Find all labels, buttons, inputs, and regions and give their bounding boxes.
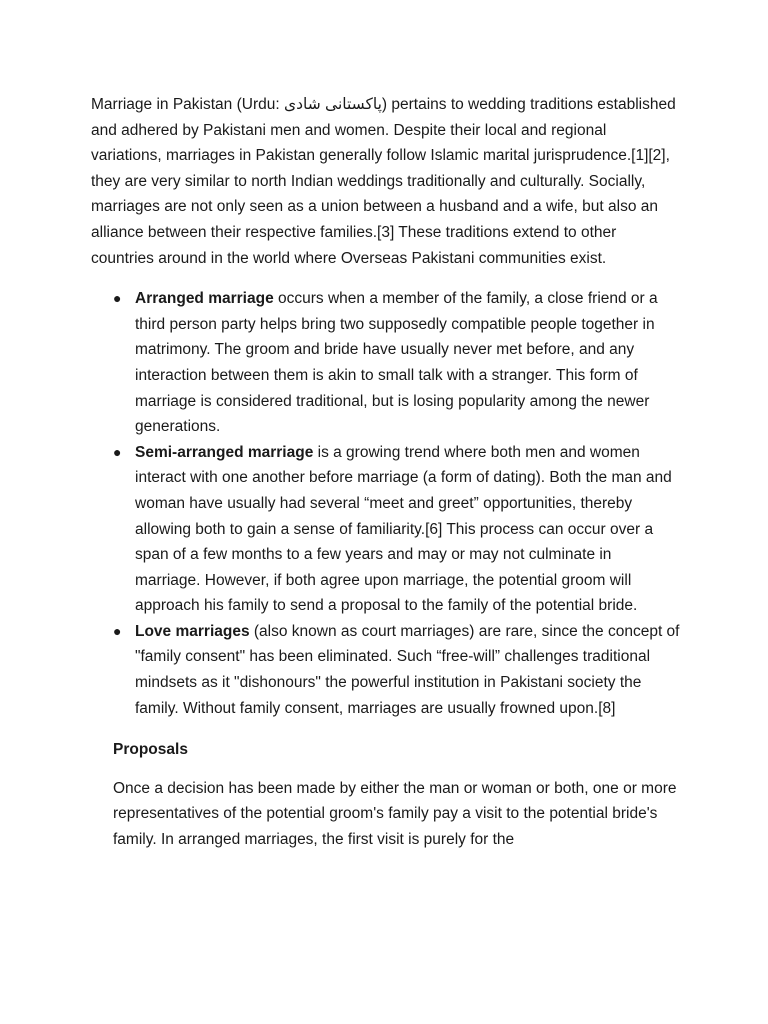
document-body: [91, 92, 681, 853]
section-paragraph: Once a decision has been made by either the man or woman or both, one or more representatives of the potential groom's family pay a visit to the potential bride's family. In arranged marriages, the first visit is purely for the: [113, 779, 677, 849]
bullet-icon: ●: [113, 290, 122, 307]
bullet-icon: ●: [113, 622, 122, 639]
list-item-love-marriages: [113, 619, 681, 721]
bullet-icon: ●: [113, 443, 122, 460]
intro-paragraph: Marriage in Pakistan (Urdu: پاکستانی شادی) pertains to wedding traditions established and adhered by Pakistani men and women. Despite their local and regional variations, marriages in Pakistan generally follow Islamic marital jurisprudence.[1][2], they are very similar to north Indian weddings traditionally and culturally. Socially, marriages are not only seen as a union between a husband and a wife, but also an alliance between their respective families.[3] These traditions extend to other countries around in the world where Overseas Pakistani communities exist.: [91, 96, 676, 267]
bullet-text: occurs when a member of the family, a close friend or a third person party helps bring two supposedly compatible people together in matrimony. The groom and bride have usually never met before, and any interaction between them is akin to small talk with a stranger. This form of marriage is considered traditional, but is losing popularity among the newer generations.: [135, 290, 658, 436]
section-heading: Proposals: [113, 741, 188, 759]
bullet-term: Love marriages: [135, 622, 250, 640]
bullet-term: Arranged marriage: [135, 290, 274, 308]
bullet-term: Semi-arranged marriage: [135, 443, 314, 461]
marriage-types-list: [91, 286, 681, 721]
list-item-semi-arranged-marriage: [113, 440, 681, 619]
bullet-text: (also known as court marriages) are rare, since the concept of "family consent" has been eliminated. Such “free-will” challenges traditional mindsets as it "dishonours" the powerful institution in Pakistani society the family. Without family consent, marriages are usually frowned upon.[8]: [135, 622, 680, 717]
bullet-text: is a growing trend where both men and women interact with one another before marriage (a form of dating). Both the man and woman have usually had several “meet and greet” opportunities, thereby allowing both to gain a sense of familiarity.[6] This process can occur over a span of a few months to a few years and may or may not culminate in marriage. However, if both agree upon marriage, the potential groom will approach his family to send a proposal to the family of the potential bride.: [135, 443, 672, 615]
list-item-arranged-marriage: [113, 286, 681, 440]
